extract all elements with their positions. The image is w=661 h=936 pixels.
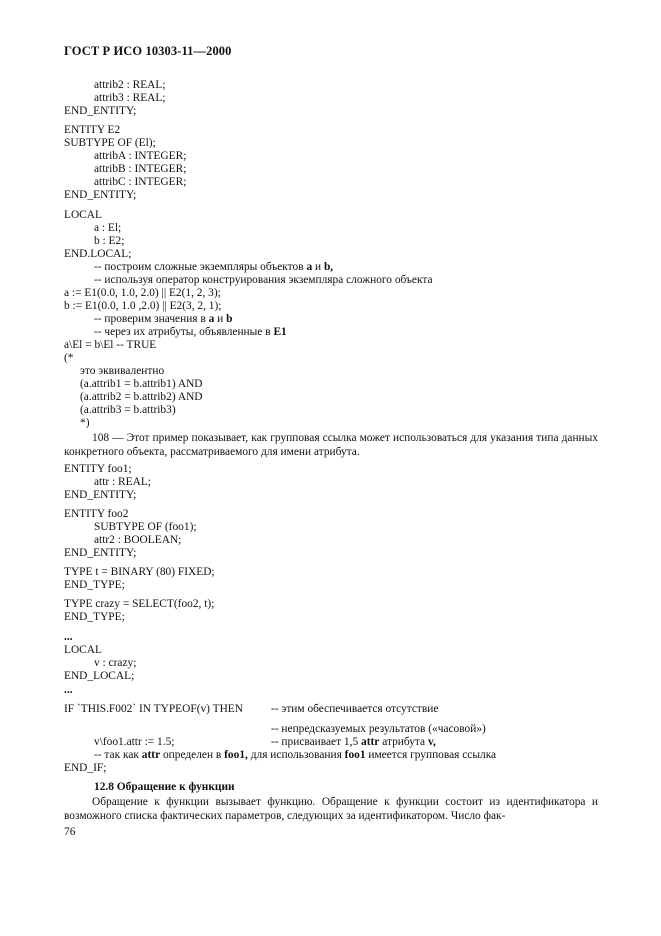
code-comment: -- этим обеспечивается отсутствие: [271, 703, 439, 715]
code-line: (a.attrib1 = b.attrib1) AND: [80, 378, 203, 390]
code-line: END_ENTITY;: [64, 105, 137, 117]
code-line: TYPE t = BINARY (80) FIXED;: [64, 566, 215, 578]
code-line: attr2 : BOOLEAN;: [94, 534, 182, 546]
code-line: LOCAL: [64, 644, 102, 656]
comment-text: имеется групповая ссылка: [365, 749, 497, 761]
comment-text: -- присваивает 1,5: [271, 736, 362, 748]
bold-term: a: [306, 261, 313, 273]
code-line: END_ENTITY;: [64, 489, 137, 501]
code-line: (a.attrib3 = b.attrib3): [80, 404, 176, 416]
comment-text: -- построим сложные экземпляры объектов: [94, 261, 307, 273]
comment-text: -- проверим значения в: [94, 313, 209, 325]
page-header: ГОСТ Р ИСО 10303-11—2000: [64, 44, 232, 58]
code-line: *): [80, 417, 90, 429]
bold-term: a: [208, 313, 215, 325]
code-comment: [94, 313, 232, 326]
ellipsis: ...: [64, 631, 73, 643]
comment-text: атрибута: [379, 736, 428, 748]
code-comment: [271, 736, 436, 749]
code-line: attribB : INTEGER;: [94, 163, 187, 175]
comment-text: и: [214, 313, 227, 325]
code-comment: -- используя оператор конструирования экземпляра сложного объекта: [94, 274, 433, 286]
code-line: a := E1(0.0, 1.0, 2.0) || E2(1, 2, 3);: [64, 287, 221, 299]
code-line: LOCAL: [64, 209, 102, 221]
code-line: v : crazy;: [94, 657, 137, 669]
code-line: END_LOCAL;: [64, 670, 135, 682]
code-line: SUBTYPE OF (foo1);: [94, 521, 197, 533]
code-line: END_TYPE;: [64, 579, 125, 591]
code-line: END_TYPE;: [64, 611, 125, 623]
code-line: attribA : INTEGER;: [94, 150, 187, 162]
code-line: v\foo1.attr := 1.5;: [94, 736, 175, 748]
code-line: TYPE crazy = SELECT(foo2, t);: [64, 598, 215, 610]
code-line: a\El = b\El -- TRUE: [64, 339, 157, 351]
code-comment: [94, 326, 287, 339]
code-line: END_ENTITY;: [64, 189, 137, 201]
code-comment: -- непредсказуемых результатов («часовой»): [271, 723, 486, 735]
code-line: ENTITY foo1;: [64, 463, 132, 475]
code-line: это эквивалентно: [80, 365, 165, 377]
code-line: END.LOCAL;: [64, 248, 132, 260]
code-line: a : El;: [94, 222, 122, 234]
code-comment: [94, 261, 333, 274]
code-line: END_IF;: [64, 762, 107, 774]
bold-term: foo1: [344, 749, 366, 761]
code-line: IF `THIS.F002` IN TYPEOF(v) THEN: [64, 703, 243, 715]
code-line: attrib3 : REAL;: [94, 92, 166, 104]
code-line: SUBTYPE OF (El);: [64, 137, 156, 149]
code-line: b := E1(0.0, 1.0 ,2.0) || E2(3, 2, 1);: [64, 300, 222, 312]
bold-term: foo1,: [224, 749, 248, 761]
section-paragraph: Обращение к функции вызывает функцию. Обращение к функции состоит из идентификатора и возможного списка фактических параметров, следующих за идентификатором. Число фак-: [64, 796, 598, 822]
note-paragraph: 108 — Этот пример показывает, как групповая ссылка может использоваться для указания типа данных конкретного объекта, рассматриваемого для имени атрибута.: [64, 432, 598, 458]
bold-term: b: [226, 313, 233, 325]
ellipsis: ...: [64, 684, 73, 696]
code-line: (*: [64, 352, 74, 364]
comment-text: -- через их атрибуты, объявленные в: [94, 326, 274, 338]
section-heading: 12.8 Обращение к функции: [94, 781, 235, 793]
bold-term: v,: [427, 736, 436, 748]
comment-text: -- так как: [94, 749, 142, 761]
code-line: attr : REAL;: [94, 476, 151, 488]
comment-text: для использования: [247, 749, 345, 761]
page-number: 76: [64, 826, 76, 838]
bold-term: b,: [323, 261, 334, 273]
code-line: (a.attrib2 = b.attrib2) AND: [80, 391, 203, 403]
bold-term: E1: [273, 326, 287, 338]
bold-term: attr: [141, 749, 161, 761]
code-line: ENTITY E2: [64, 124, 121, 136]
code-line: attrib2 : REAL;: [94, 79, 166, 91]
code-line: END_ENTITY;: [64, 547, 137, 559]
comment-text: и: [312, 261, 324, 273]
comment-text: определен в: [160, 749, 225, 761]
code-comment: [94, 749, 496, 762]
bold-term: attr: [361, 736, 380, 748]
code-line: b : E2;: [94, 235, 125, 247]
code-line: attribC : INTEGER;: [94, 176, 187, 188]
code-line: ENTITY foo2: [64, 508, 129, 520]
